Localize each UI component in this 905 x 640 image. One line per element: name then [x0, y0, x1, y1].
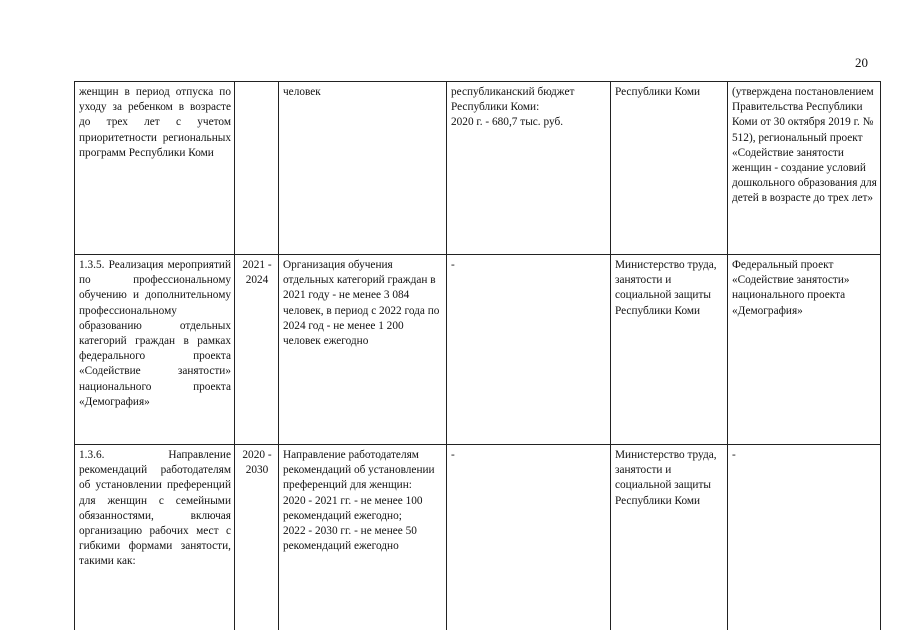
table-row [75, 445, 881, 630]
measures-table [74, 81, 881, 630]
basis-cell [728, 445, 881, 630]
funding: - [451, 259, 455, 271]
funding-cell [447, 82, 611, 255]
term-cell [235, 82, 279, 255]
executor-cell [611, 445, 728, 630]
table-row [75, 82, 881, 255]
measure-name-cell [75, 255, 235, 445]
executor: Министерство труда, занятости и социальной защиты Республики Коми [615, 259, 717, 317]
basis-cell [728, 255, 881, 445]
measure-name-cell [75, 82, 235, 255]
term-cell [235, 445, 279, 630]
executor: Министерство труда, занятости и социальной защиты Республики Коми [615, 449, 717, 507]
measure-name: 1.3.6. Направление рекомендаций работодателям об установлении преференций для женщин с семейными обязанностями, включая организацию рабочих мест с гибкими формами занятости, такими как: [79, 449, 231, 568]
executor: Республики Коми [615, 86, 701, 98]
funding-cell [447, 445, 611, 630]
term: 2020 - 2030 [242, 449, 272, 477]
indicator: Организация обучения отдельных категорий граждан в 2021 году - не менее 3 084 человек, в период с 2022 года по 2024 год - не менее 1 200 человек ежегодно [283, 259, 440, 348]
measure-name: женщин в период отпуска по уходу за ребенком в возрасте до трех лет с учетом приоритетности региональных программ Республики Коми [79, 86, 231, 159]
table-row [75, 255, 881, 445]
executor-cell [611, 255, 728, 445]
indicator-cell [279, 255, 447, 445]
indicator-cell [279, 82, 447, 255]
funding-cell [447, 255, 611, 445]
executor-cell [611, 82, 728, 255]
basis: (утверждена постановлением Правительства Республики Коми от 30 октября 2019 г. № 512), региональный проект «Содействие занятости женщин - создание условий дошкольного образования для детей в возрасте до трех лет» [732, 86, 877, 205]
term: 2021 - 2024 [242, 259, 272, 287]
indicator-cell [279, 445, 447, 630]
term-cell [235, 255, 279, 445]
indicator: Направление работодателям рекомендаций об установлении преференций для женщин: 2020 - 2021 гг. - не менее 100 рекомендаций ежегодно; 2022 - 2030 гг. - не менее 50 рекомендаций ежегодно [283, 449, 435, 553]
funding: - [451, 449, 455, 461]
measure-name: 1.3.5. Реализация мероприятий по профессиональному обучению и дополнительному профессиональному образованию отдельных категорий граждан в рамках федерального проекта «Содействие занятости» национального проекта «Демография» [79, 259, 231, 408]
indicator: человек [283, 86, 321, 98]
page-number: 20 [855, 55, 868, 70]
funding: республиканский бюджет Республики Коми: 2020 г. - 680,7 тыс. руб. [451, 86, 575, 129]
basis: Федеральный проект «Содействие занятости» национального проекта «Демография» [732, 259, 850, 317]
basis-cell [728, 82, 881, 255]
basis: - [732, 449, 736, 461]
measure-name-cell [75, 445, 235, 630]
